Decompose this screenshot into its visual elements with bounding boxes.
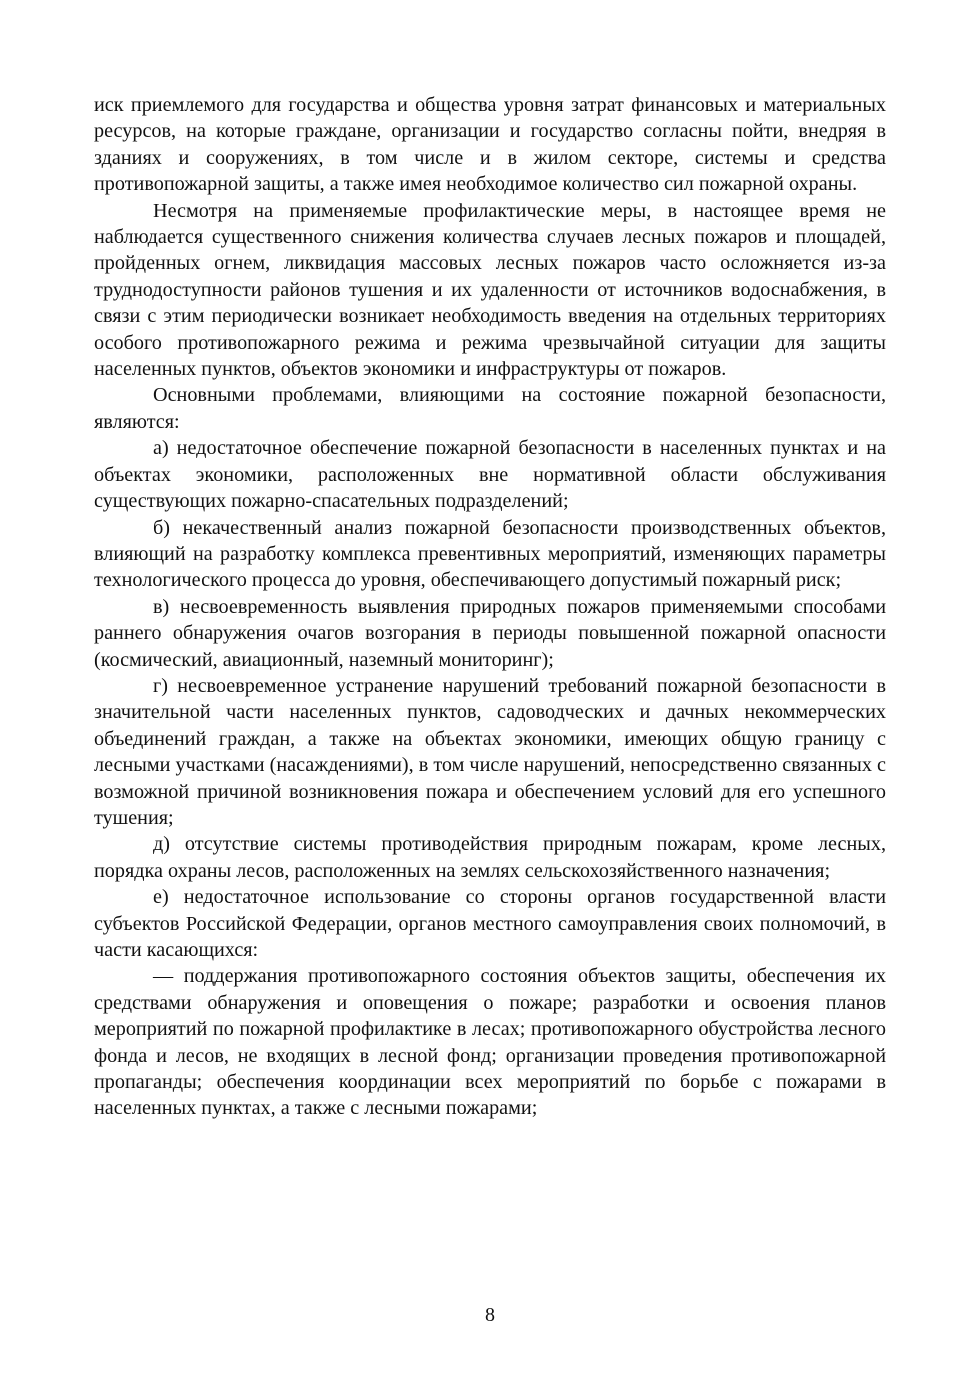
paragraph-main-problems: Основными проблемами, влияющими на состояние пожарной безопасности, являются: (94, 384, 886, 433)
list-item-g: г) несвоевременное устранение нарушений требований пожарной безопасности в значительной части населенных пунктов, садоводческих и дачных некоммерческих объединений граждан, а также на объектах экономики, имеющих общую границу с лесными участками (насаждениями), в том числе нарушений, непосредственно связанных с возможной причиной возникновения пожара и обеспечением условий для его успешного тушения; (94, 674, 886, 829)
paragraph-forest-fires: Несмотря на применяемые профилактические меры, в настоящее время не наблюдается существенного снижения количества случаев лесных пожаров и площадей, пройденных огнем, ликвидация массовых лесных пожаров часто осложняется из-за труднодоступности районов тушения и их удаленности от источников водоснабжения, в связи с этим периодически возникает необходимость введения на отдельных территориях особого противопожарного режима и режима чрезвычайной ситуации для защиты населенных пунктов, объектов экономики и инфраструктуры от пожаров. (94, 199, 886, 381)
paragraph-continuation: иск приемлемого для государства и общества уровня затрат финансовых и материальных ресурсов, на которые граждане, организации и государство согласны пойти, внедряя в зданиях и сооружениях, в том числе и в жилом секторе, системы и средства противопожарной защиты, а также имея необходимое количество сил пожарной охраны. (94, 94, 886, 196)
list-item-v: в) несвоевременность выявления природных пожаров применяемыми способами раннего обнаружения очагов возгорания в периоды повышенной пожарной опасности (космический, авиационный, наземный мониторинг); (94, 595, 886, 671)
list-subitem-dash: — поддержания противопожарного состояния объектов защиты, обеспечения их средствами обнаружения и оповещения о пожаре; разработки и освоения планов мероприятий по пожарной профилактике в лесах; противопожарного обустройства лесного фонда и лесов, не входящих в лесной фонд; организации проведения противопожарной пропаганды; обеспечения координации всех мероприятий по борьбе с пожарами в населенных пунктах, а также с лесными пожарами; (94, 965, 886, 1120)
page-number: 8 (485, 1304, 495, 1326)
list-item-b: б) некачественный анализ пожарной безопасности производственных объектов, влияющий на разработку комплекса превентивных мероприятий, изменяющих параметры технологического процесса до уровня, обеспечивающего допустимый пожарный риск; (94, 516, 886, 592)
list-item-d: д) отсутствие системы противодействия природным пожарам, кроме лесных, порядка охраны лесов, расположенных на землях сельскохозяйственного назначения; (94, 833, 886, 882)
list-item-e: е) недостаточное использование со стороны органов государственной власти субъектов Российской Федерации, органов местного самоуправления своих полномочий, в части касающихся: (94, 886, 886, 961)
list-item-a: а) недостаточное обеспечение пожарной безопасности в населенных пунктах и на объектах экономики, расположенных вне нормативной области обслуживания существующих пожарно-спасательных подразделений; (94, 437, 886, 513)
page-body (94, 92, 886, 1122)
